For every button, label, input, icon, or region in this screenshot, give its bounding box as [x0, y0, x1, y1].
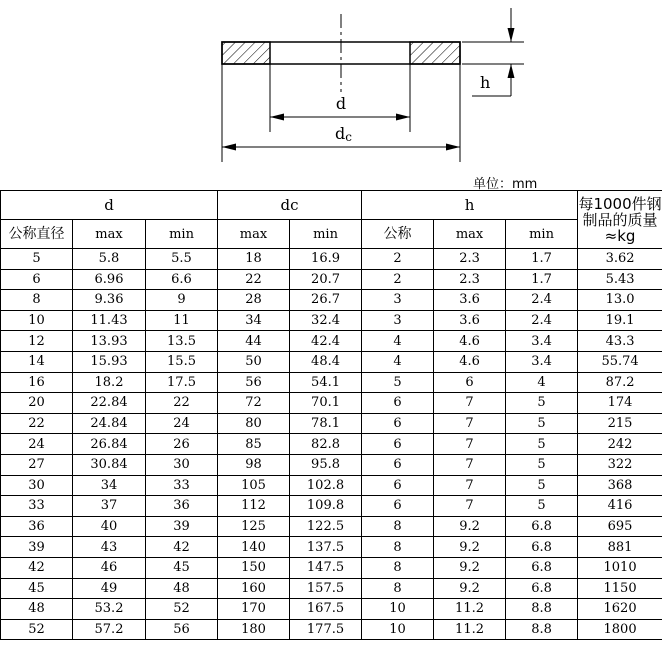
cell-dc-max: 98 — [218, 454, 290, 475]
cell-d-max: 18.2 — [73, 372, 146, 393]
header-dc: dc — [218, 191, 362, 220]
cell-nominal-diameter: 14 — [1, 351, 73, 372]
cell-d-max: 13.93 — [73, 331, 146, 352]
cell-h-max: 7 — [434, 475, 506, 496]
table-row — [1, 310, 662, 331]
cell-h-nominal: 6 — [362, 393, 434, 414]
cell-h-max: 11.2 — [434, 619, 506, 640]
cell-h-max: 7 — [434, 454, 506, 475]
cell-weight: 13.0 — [578, 290, 662, 311]
cell-h-nominal: 3 — [362, 310, 434, 331]
cell-d-max: 43 — [73, 537, 146, 558]
cell-nominal-diameter: 39 — [1, 537, 73, 558]
cell-weight: 881 — [578, 537, 662, 558]
cell-d-min: 22 — [146, 393, 218, 414]
cell-h-min: 5 — [506, 454, 578, 475]
cell-weight: 1010 — [578, 557, 662, 578]
cell-h-min: 2.4 — [506, 290, 578, 311]
cell-dc-min: 70.1 — [290, 393, 362, 414]
cell-h-nominal: 10 — [362, 599, 434, 620]
cell-dc-min: 82.8 — [290, 434, 362, 455]
cell-d-min: 52 — [146, 599, 218, 620]
cell-d-min: 56 — [146, 619, 218, 640]
cell-h-nominal: 2 — [362, 269, 434, 290]
cell-nominal-diameter: 16 — [1, 372, 73, 393]
cell-h-max: 2.3 — [434, 269, 506, 290]
cell-dc-max: 80 — [218, 413, 290, 434]
cell-dc-max: 34 — [218, 310, 290, 331]
cell-h-max: 7 — [434, 393, 506, 414]
cell-h-max: 7 — [434, 434, 506, 455]
cell-d-min: 39 — [146, 516, 218, 537]
cell-dc-min: 122.5 — [290, 516, 362, 537]
cell-h-max: 9.2 — [434, 516, 506, 537]
cell-dc-max: 50 — [218, 351, 290, 372]
table-row — [1, 516, 662, 537]
cell-dc-min: 26.7 — [290, 290, 362, 311]
cell-h-max: 7 — [434, 496, 506, 517]
cell-h-max: 4.6 — [434, 331, 506, 352]
cell-nominal-diameter: 20 — [1, 393, 73, 414]
sub-header-d-max: max — [73, 220, 146, 249]
cell-dc-min: 109.8 — [290, 496, 362, 517]
cell-dc-min: 78.1 — [290, 413, 362, 434]
cell-dc-min: 177.5 — [290, 619, 362, 640]
cell-dc-min: 20.7 — [290, 269, 362, 290]
cell-h-nominal: 6 — [362, 454, 434, 475]
cell-h-nominal: 6 — [362, 496, 434, 517]
cell-d-max: 40 — [73, 516, 146, 537]
left-hatched-section — [222, 42, 270, 64]
cell-h-nominal: 6 — [362, 413, 434, 434]
table-body — [1, 249, 662, 640]
cell-nominal-diameter: 10 — [1, 310, 73, 331]
cell-dc-min: 42.4 — [290, 331, 362, 352]
cell-d-min: 9 — [146, 290, 218, 311]
table-row — [1, 537, 662, 558]
cell-h-nominal: 6 — [362, 475, 434, 496]
cell-dc-max: 112 — [218, 496, 290, 517]
dimension-dc — [222, 124, 460, 151]
table-row — [1, 557, 662, 578]
right-hatched-section — [410, 42, 460, 64]
cell-h-nominal: 5 — [362, 372, 434, 393]
cell-dc-max: 28 — [218, 290, 290, 311]
dimension-d-label: d — [335, 94, 347, 113]
group-header-row — [1, 191, 662, 220]
cell-weight: 174 — [578, 393, 662, 414]
cell-dc-max: 125 — [218, 516, 290, 537]
dimension-h-label: h — [480, 73, 491, 92]
cell-d-min: 6.6 — [146, 269, 218, 290]
cell-weight: 5.43 — [578, 269, 662, 290]
cell-h-max: 3.6 — [434, 290, 506, 311]
cell-h-min: 5 — [506, 413, 578, 434]
table-row — [1, 475, 662, 496]
sub-header-dc-max: max — [218, 220, 290, 249]
cell-d-max: 37 — [73, 496, 146, 517]
cell-weight: 416 — [578, 496, 662, 517]
cell-d-min: 30 — [146, 454, 218, 475]
cell-h-min: 6.8 — [506, 516, 578, 537]
cell-d-max: 9.36 — [73, 290, 146, 311]
cell-nominal-diameter: 6 — [1, 269, 73, 290]
table-row — [1, 393, 662, 414]
dimension-h — [472, 8, 515, 96]
sub-header-nominal-diameter: 公称直径 — [1, 220, 73, 249]
cell-h-nominal: 2 — [362, 249, 434, 270]
header-weight: 每1000件钢制品的质量≈kg — [578, 191, 662, 249]
cell-weight: 1620 — [578, 599, 662, 620]
cell-d-min: 15.5 — [146, 351, 218, 372]
cell-h-min: 5 — [506, 475, 578, 496]
washer-spec-table — [0, 190, 662, 640]
cell-h-min: 8.8 — [506, 619, 578, 640]
sub-header-h-nominal: 公称 — [362, 220, 434, 249]
dimension-dc-label: dc — [335, 124, 352, 144]
header-h: h — [362, 191, 578, 220]
cell-h-min: 6.8 — [506, 537, 578, 558]
cell-d-max: 24.84 — [73, 413, 146, 434]
cell-d-max: 26.84 — [73, 434, 146, 455]
cell-h-nominal: 6 — [362, 434, 434, 455]
cell-weight: 1800 — [578, 619, 662, 640]
cell-dc-min: 48.4 — [290, 351, 362, 372]
cell-dc-min: 32.4 — [290, 310, 362, 331]
cell-dc-min: 137.5 — [290, 537, 362, 558]
table-row — [1, 496, 662, 517]
cell-nominal-diameter: 33 — [1, 496, 73, 517]
cell-weight: 368 — [578, 475, 662, 496]
cell-weight: 242 — [578, 434, 662, 455]
cell-h-min: 6.8 — [506, 557, 578, 578]
cell-h-max: 4.6 — [434, 351, 506, 372]
cell-dc-max: 18 — [218, 249, 290, 270]
cell-h-nominal: 10 — [362, 619, 434, 640]
cell-d-max: 49 — [73, 578, 146, 599]
table-row — [1, 269, 662, 290]
cell-d-min: 24 — [146, 413, 218, 434]
cell-h-nominal: 8 — [362, 537, 434, 558]
cell-h-nominal: 8 — [362, 557, 434, 578]
cell-dc-min: 54.1 — [290, 372, 362, 393]
cell-dc-min: 16.9 — [290, 249, 362, 270]
cell-h-min: 5 — [506, 496, 578, 517]
table-row — [1, 599, 662, 620]
cell-dc-max: 150 — [218, 557, 290, 578]
cell-weight: 55.74 — [578, 351, 662, 372]
sub-header-d-min: min — [146, 220, 218, 249]
cell-d-min: 33 — [146, 475, 218, 496]
cell-dc-max: 105 — [218, 475, 290, 496]
cell-h-nominal: 8 — [362, 578, 434, 599]
cell-h-max: 9.2 — [434, 537, 506, 558]
cell-d-max: 11.43 — [73, 310, 146, 331]
cell-nominal-diameter: 30 — [1, 475, 73, 496]
cell-d-min: 5.5 — [146, 249, 218, 270]
cell-d-min: 48 — [146, 578, 218, 599]
cell-d-min: 45 — [146, 557, 218, 578]
cell-nominal-diameter: 8 — [1, 290, 73, 311]
cell-d-max: 6.96 — [73, 269, 146, 290]
header-d: d — [1, 191, 218, 220]
cell-d-max: 15.93 — [73, 351, 146, 372]
cell-h-min: 2.4 — [506, 310, 578, 331]
sub-header-dc-min: min — [290, 220, 362, 249]
table-row — [1, 290, 662, 311]
cell-dc-max: 170 — [218, 599, 290, 620]
cell-dc-max: 44 — [218, 331, 290, 352]
cell-h-min: 3.4 — [506, 351, 578, 372]
cell-h-min: 4 — [506, 372, 578, 393]
cell-nominal-diameter: 42 — [1, 557, 73, 578]
cell-h-min: 8.8 — [506, 599, 578, 620]
cell-weight: 322 — [578, 454, 662, 475]
cell-d-min: 26 — [146, 434, 218, 455]
cell-nominal-diameter: 24 — [1, 434, 73, 455]
cell-dc-min: 167.5 — [290, 599, 362, 620]
cell-h-nominal: 3 — [362, 290, 434, 311]
table-row — [1, 578, 662, 599]
cell-nominal-diameter: 12 — [1, 331, 73, 352]
cell-weight: 3.62 — [578, 249, 662, 270]
cell-d-min: 36 — [146, 496, 218, 517]
cell-d-min: 13.5 — [146, 331, 218, 352]
cell-h-max: 2.3 — [434, 249, 506, 270]
cell-h-min: 5 — [506, 434, 578, 455]
cell-dc-max: 160 — [218, 578, 290, 599]
cell-h-max: 7 — [434, 413, 506, 434]
table-row — [1, 249, 662, 270]
table-row — [1, 434, 662, 455]
cell-d-max: 57.2 — [73, 619, 146, 640]
cell-h-min: 1.7 — [506, 249, 578, 270]
cell-dc-min: 102.8 — [290, 475, 362, 496]
cell-d-max: 30.84 — [73, 454, 146, 475]
cell-h-min: 5 — [506, 393, 578, 414]
cell-dc-min: 147.5 — [290, 557, 362, 578]
unit-label: 单位：mm — [473, 177, 538, 192]
table-row — [1, 619, 662, 640]
cell-nominal-diameter: 5 — [1, 249, 73, 270]
cell-nominal-diameter: 45 — [1, 578, 73, 599]
table-row — [1, 372, 662, 393]
cell-h-max: 6 — [434, 372, 506, 393]
cell-dc-max: 85 — [218, 434, 290, 455]
cell-weight: 19.1 — [578, 310, 662, 331]
table-row — [1, 331, 662, 352]
cell-dc-max: 140 — [218, 537, 290, 558]
cell-h-min: 1.7 — [506, 269, 578, 290]
cell-dc-max: 22 — [218, 269, 290, 290]
cell-dc-min: 157.5 — [290, 578, 362, 599]
cell-h-min: 6.8 — [506, 578, 578, 599]
cell-weight: 1150 — [578, 578, 662, 599]
cell-d-min: 17.5 — [146, 372, 218, 393]
cell-weight: 43.3 — [578, 331, 662, 352]
cell-dc-min: 95.8 — [290, 454, 362, 475]
cell-dc-max: 56 — [218, 372, 290, 393]
cell-d-max: 34 — [73, 475, 146, 496]
cell-h-nominal: 8 — [362, 516, 434, 537]
cell-d-min: 42 — [146, 537, 218, 558]
washer-section-drawing — [0, 0, 662, 172]
table-row — [1, 413, 662, 434]
cell-weight: 87.2 — [578, 372, 662, 393]
cell-d-max: 53.2 — [73, 599, 146, 620]
cell-d-min: 11 — [146, 310, 218, 331]
table-row — [1, 351, 662, 372]
cell-h-max: 11.2 — [434, 599, 506, 620]
cell-d-max: 5.8 — [73, 249, 146, 270]
cell-nominal-diameter: 48 — [1, 599, 73, 620]
cell-nominal-diameter: 36 — [1, 516, 73, 537]
cell-h-min: 3.4 — [506, 331, 578, 352]
cell-h-max: 9.2 — [434, 578, 506, 599]
sub-header-h-max: max — [434, 220, 506, 249]
cell-d-max: 46 — [73, 557, 146, 578]
cell-dc-max: 180 — [218, 619, 290, 640]
cell-h-max: 3.6 — [434, 310, 506, 331]
cell-nominal-diameter: 27 — [1, 454, 73, 475]
sub-header-h-min: min — [506, 220, 578, 249]
cell-h-nominal: 4 — [362, 331, 434, 352]
cell-h-max: 9.2 — [434, 557, 506, 578]
cell-d-max: 22.84 — [73, 393, 146, 414]
cell-weight: 215 — [578, 413, 662, 434]
dimension-d — [270, 94, 410, 121]
cell-h-nominal: 4 — [362, 351, 434, 372]
cell-nominal-diameter: 22 — [1, 413, 73, 434]
cell-dc-max: 72 — [218, 393, 290, 414]
table-row — [1, 454, 662, 475]
sub-header-row — [1, 220, 662, 249]
cell-nominal-diameter: 52 — [1, 619, 73, 640]
cell-weight: 695 — [578, 516, 662, 537]
